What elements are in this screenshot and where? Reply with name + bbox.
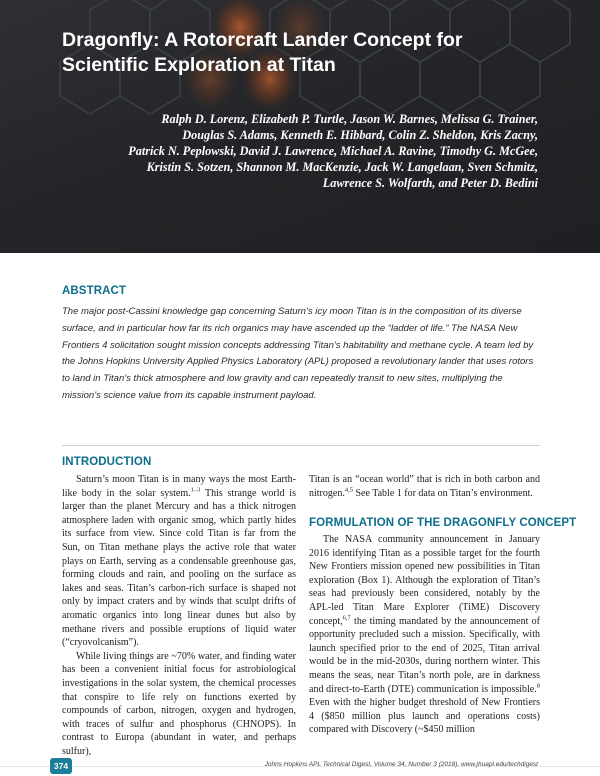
header-banner xyxy=(0,0,600,253)
abstract-heading: ABSTRACT xyxy=(62,285,127,297)
introduction-column xyxy=(62,473,296,758)
citation: 6,7 xyxy=(342,614,351,622)
formulation-column xyxy=(309,533,540,737)
title-line-2: Scientific Exploration at Titan xyxy=(62,54,336,76)
citation: 8 xyxy=(536,682,540,690)
continuation-paragraph: Titan is an “ocean world” that is rich in both carbon and nitrogen.$^{4,5}$ See Table 1 for data on Titan’s environment. xyxy=(309,474,540,499)
author-list xyxy=(68,111,538,191)
author-line: Patrick N. Peplowski, David J. Lawrence, Michael A. Ravine, Timothy G. McGee, xyxy=(128,144,538,158)
journal-citation: Johns Hopkins APL Technical Digest, Volume 34, Number 3 (2018), www.jhuapl.edu/techdigest xyxy=(264,761,538,768)
article-title xyxy=(62,28,562,78)
citation: 1–3 xyxy=(190,486,201,494)
abstract-text: The major post-Cassini knowledge gap concerning Saturn’s icy moon Titan is in the composition of its diverse surface, and in particular how far its rich organics may have ascended up the “ladder of life.” The NASA New Frontiers 4 solicitation sought mission concepts addressing Titan’s habitability and methane cycle. A team led by the Johns Hopkins University Applied Physics Laboratory (APL) proposed a revolutionary lander that uses rotors to land in Titan’s thick atmosphere and low gravity and can repeatedly transit to new sites, multiplying the mission’s science value from its capable instrument payload. xyxy=(62,306,534,401)
title-line-1: Dragonfly: A Rotorcraft Lander Concept for xyxy=(62,29,463,51)
page-number-badge: 374 xyxy=(50,758,72,774)
author-line: Kristin S. Sotzen, Shannon M. MacKenzie, Jack W. Langelaan, Sven Schmitz, xyxy=(146,160,538,174)
author-line: Lawrence S. Wolfarth, and Peter D. Bedini xyxy=(322,176,538,190)
formulation-heading: FORMULATION OF THE DRAGONFLY CONCEPT xyxy=(309,517,577,529)
author-line: Douglas S. Adams, Kenneth E. Hibbard, Colin Z. Sheldon, Kris Zacny, xyxy=(182,128,538,142)
author-line: Ralph D. Lorenz, Elizabeth P. Turtle, Jason W. Barnes, Melissa G. Trainer, xyxy=(161,112,538,126)
section-divider xyxy=(62,445,540,446)
intro-paragraph-1: Saturn’s moon Titan is in many ways the most Earth-like body in the solar system.$^{1-3}$ This strange world is larger than the planet Mercury and has a thick nitrogen atmosphere laden with organic smog, which partly hides its surface from view. Since cold Titan is far from the Sun, on Titan methane plays the active role that water plays on Earth, serving as a condensable greenhouse gas, forming clouds and rain, and pooling on the surface as lakes and seas. Titan’s carbon-rich surface is shaped not only by impact craters and by winds that sculpt drifts of aromatic organics into long linear dunes but also by methane rivers and possible eruptions of liquid water (“cryovolcanism”). xyxy=(62,474,296,649)
citation: 4,5 xyxy=(344,486,353,494)
introduction-heading: INTRODUCTION xyxy=(62,456,152,468)
right-column-continuation xyxy=(309,473,540,500)
intro-paragraph-2: While living things are ~70% water, and finding water has been a convenient initial focus for astrobiological investigations in the solar system, the chemical processes that conspire to life rely on functions exerted by compounds of carbon, nitrogen, oxygen and hydrogen, with traces of sulfur and phosphorus (CHNOPS). In contrast to Europa (abundant in water, and perhaps sulfur), xyxy=(62,650,296,757)
formulation-paragraph-1: The NASA community announcement in January 2016 identifying Titan as a possible target for the fourth New Frontiers mission opened new possibilities in Titan exploration (Box 1). Although the exploration of Titan’s seas had previously been considered, notably by the APL-led Titan Mare Explorer (TiME) Discovery concept,$^{6,7}$ the timing mandated by the announcement of opportunity precluded such a mission. Specifically, with launch specified prior to the end of 2025, Titan arrival would be in the mid-2030s, during northern winter. This means the seas, near Titan’s north pole, are in darkness and direct-to-Earth (DTE) communication is impossible.$^8$ Even with the higher budget threshold of New Frontiers 4 ($850 million plus launch and operations costs) compared with Discovery (~$450 million xyxy=(309,534,540,736)
